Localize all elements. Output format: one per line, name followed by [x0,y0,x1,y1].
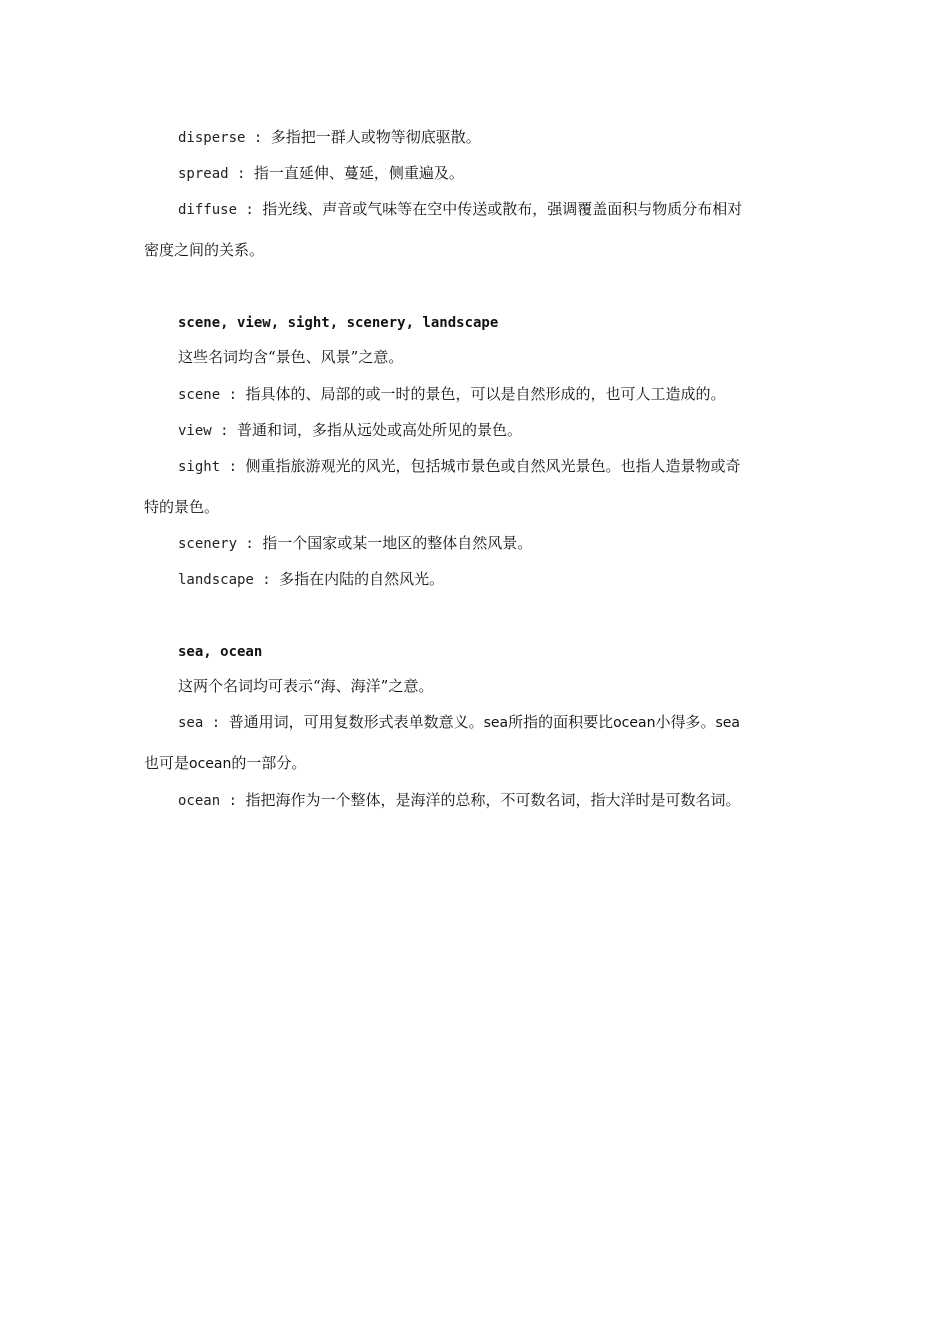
definition-sea-line2 [144,753,306,774]
definition-sea-part1: 普通用词，可用复数形式表单数意义。 [228,713,484,731]
definition-scene: 指具体的、局部的或一时的景色，可以是自然形成的，也可人工造成的。 [245,385,726,403]
term-ocean: ocean : [178,793,246,809]
definition-sight-line2: 特的景色。 [144,498,220,516]
definition-ocean: 指把海作为一个整体，是海洋的总称，不可数名词，指大洋时是可数名词。 [245,791,741,809]
entry-ocean [178,790,740,811]
definition-diffuse-line1: 指光线、声音或气味等在空中传送或散布，强调覆盖面积与物质分布相对 [262,200,743,218]
term-sight: sight : [178,459,246,475]
entry-diffuse [178,199,742,220]
term-spread: spread : [178,166,254,182]
entry-view [178,420,522,441]
word-sea: sea [715,715,740,731]
term-disperse: disperse : [178,130,271,146]
definition-sea-line2-part2: 的一部分。 [231,754,307,772]
entry-sight [178,456,740,477]
definition-sea-line2-part1: 也可是 [144,754,190,772]
term-sea: sea : [178,715,229,731]
term-view: view : [178,423,238,439]
word-sea: sea [483,715,509,731]
definition-landscape: 多指在内陆的自然风光。 [279,570,445,588]
term-landscape: landscape : [178,572,280,588]
entry-scene [178,384,725,405]
entry-sea [178,712,740,733]
definition-spread: 指一直延伸、蔓延，侧重遍及。 [253,164,464,182]
section-intro-sea-ocean: 这两个名词均可表示“海、海洋”之意。 [178,677,434,695]
entry-disperse [178,127,481,148]
word-ocean: ocean [189,756,232,772]
term-scenery: scenery : [178,536,263,552]
section-heading-sea-ocean: sea, ocean [178,644,263,660]
definition-sea-part3: 小得多。 [655,713,716,731]
section-intro-scenery: 这些名词均含“景色、风景”之意。 [178,348,404,366]
section-heading-scenery: scene, view, sight, scenery, landscape [178,315,499,331]
definition-sea-part2: 所指的面积要比 [508,713,614,731]
definition-view: 普通和词，多指从远处或高处所见的景色。 [237,421,523,439]
definition-sight-line1: 侧重指旅游观光的风光，包括城市景色或自然风光景色。也指人造景物或奇 [245,457,741,475]
entry-spread [178,163,464,184]
definition-scenery: 指一个国家或某一地区的整体自然风景。 [262,534,533,552]
definition-diffuse-line2: 密度之间的关系。 [144,241,265,259]
term-scene: scene : [178,387,246,403]
entry-landscape [178,569,444,590]
word-ocean: ocean [613,715,656,731]
term-diffuse: diffuse : [178,202,263,218]
definition-disperse: 多指把一群人或物等彻底驱散。 [270,128,481,146]
entry-scenery [178,533,532,554]
